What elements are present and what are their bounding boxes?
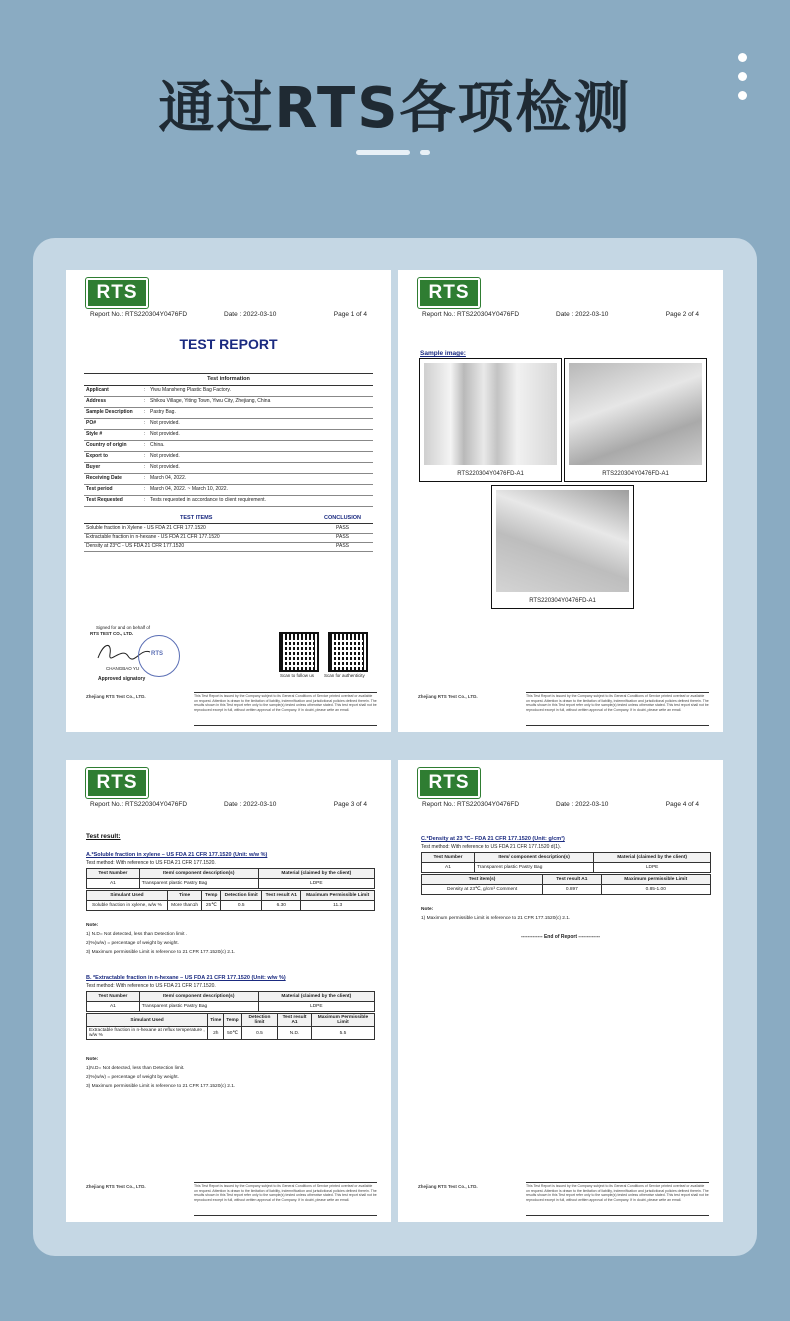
- info-value: China.: [150, 442, 165, 448]
- report-page-4: [398, 760, 723, 1222]
- test-result-label: Test result:: [86, 833, 121, 840]
- report-number: Report No.: RTS220304Y0476FD: [90, 801, 188, 808]
- page-number: Page 2 of 4: [665, 311, 699, 318]
- component-table-b: Test Number Item/ component description(s) Material (claimed by the client) A1 Transparent plastic Pastry Bag LDPE: [86, 991, 375, 1012]
- report-page-1: [66, 270, 391, 732]
- section-c-title: C.*Density at 23 ℃– FDA 21 CFR 177.1520 (Unit: g/cm³): [421, 836, 565, 842]
- rts-logo: RTS: [86, 278, 148, 308]
- info-value: Shikou Village, Yiting Town, Yiwu City, Zhejiang, China: [150, 398, 271, 404]
- test-information-header: Test information: [84, 373, 373, 386]
- info-value: March 04, 2022. ~ March 10, 2022.: [150, 486, 228, 492]
- conclusion-label: CONCLUSION: [324, 515, 361, 521]
- approved-signatory: Approved signatory: [98, 676, 146, 682]
- qr-code-authenticity[interactable]: [328, 632, 368, 672]
- page-number: Page 3 of 4: [333, 801, 367, 808]
- footer-text: This Test Report is issued by the Company subject to its General Conditions of Service printed overleaf or available on request. Attention is drawn to the limitation of liability, indemnification and jurisdictional policies defined therein. The results shown in this Test report refer only to the sample(s) tested unless otherwise stated. This test report shall not be reproduced except in full, without written approval of the Company. If in doubt, please write an email.: [194, 1184, 377, 1202]
- section-a-title: A.*Soluble fraction in xylene – US FDA 21 CFR 177.1520 (Unit: w/w %): [86, 852, 268, 858]
- section-b-title: B. *Extractable fraction in n-hexane – US FDA 21 CFR 177.1520 (Unit: w/w %): [86, 975, 286, 981]
- test-item-name: Density at 23°C - US FDA 21 CFR 177.1520: [86, 543, 185, 549]
- test-item-result: PASS: [336, 543, 349, 549]
- sample-photo-1: [419, 358, 562, 482]
- notes-b: Note: 1)N.D= Not detected, less than Detection limit. 2)%(w/w) = percentage of weight by weight. 3) Maximum permissible Limit is reference to 21 CFR 177.1520(c) 2.1.: [86, 1057, 236, 1089]
- info-value: Not provided.: [150, 420, 180, 426]
- info-key: Buyer: [86, 464, 101, 470]
- test-item-row: [84, 542, 373, 552]
- report-page-2: [398, 270, 723, 732]
- sample-image-label: Sample image:: [420, 350, 466, 357]
- component-table-a: Test Number Item/ component description(s) Material (claimed by the client) A1 Transparent plastic Pastry Bag LDPE: [86, 868, 375, 889]
- test-method: Test method: With reference to US FDA 21 CFR 177.1520 d(1).: [421, 844, 562, 850]
- info-value: Not provided.: [150, 453, 180, 459]
- info-value: Tests requested in accordance to client requirement.: [150, 497, 266, 503]
- rts-logo: RTS: [86, 768, 148, 798]
- info-key: Style #: [86, 431, 103, 437]
- info-colon: :: [144, 497, 146, 503]
- info-colon: :: [144, 486, 146, 492]
- page-number: Page 1 of 4: [333, 311, 367, 318]
- test-item-name: Soluble fraction in Xylene - US FDA 21 CFR 177.1520: [86, 525, 206, 531]
- page-number: Page 4 of 4: [665, 801, 699, 808]
- footer-text: This Test Report is issued by the Company subject to its General Conditions of Service printed overleaf or available on request. Attention is drawn to the limitation of liability, indemnification and jurisdictional policies defined therein. The results shown in this Test report refer only to the sample(s) tested unless otherwise stated. This test report shall not be reproduced except in full, without written approval of the Company. If in doubt, please write an email.: [526, 694, 709, 712]
- end-of-report: ------------- End of Report -------------: [520, 934, 601, 940]
- footer-text: This Test Report is issued by the Company subject to its General Conditions of Service printed overleaf or available on request. Attention is drawn to the limitation of liability, indemnification and jurisdictional policies defined therein. The results shown in this Test report refer only to the sample(s) tested unless otherwise stated. This test report shall not be reproduced except in full, without written approval of the Company. If in doubt, please write an email.: [526, 1184, 709, 1202]
- report-date: Date : 2022-03-10: [556, 311, 609, 318]
- info-key: PO#: [86, 420, 97, 426]
- sample-caption: RTS220304Y0476FD-A1: [529, 598, 596, 604]
- report-footer: [418, 1182, 709, 1216]
- rts-logo: RTS: [418, 278, 480, 308]
- test-item-name: Extractable fraction in n-hexane - US FDA 21 CFR 177.1520: [86, 534, 220, 540]
- footer-company: Zhejiang RTS Test Co., LTD.: [86, 694, 146, 699]
- footer-company: Zhejiang RTS Test Co., LTD.: [418, 694, 478, 699]
- info-key: Applicant: [86, 387, 109, 393]
- test-item-result: PASS: [336, 525, 349, 531]
- info-key: Sample Description: [86, 409, 133, 415]
- test-method: Test method: With reference to US FDA 21 CFR 177.1520.: [86, 860, 216, 866]
- info-key: Test period: [86, 486, 113, 492]
- test-items-label: TEST ITEMS: [180, 515, 213, 521]
- info-colon: :: [144, 464, 146, 470]
- report-number: Report No.: RTS220304Y0476FD: [422, 801, 520, 808]
- report-date: Date : 2022-03-10: [224, 311, 277, 318]
- info-row: [84, 495, 373, 507]
- signed-for: Signed for and on behalf of: [96, 625, 151, 630]
- title-underline-long: [356, 150, 410, 155]
- report-number: Report No.: RTS220304Y0476FD: [90, 311, 188, 318]
- notes-c: Note: 1) Maximum permissible Limit is reference to 21 CFR 177.1520(c) 2.1.: [421, 907, 571, 921]
- qr-code-follow[interactable]: [279, 632, 319, 672]
- info-colon: :: [144, 398, 146, 404]
- info-key: Test Requested: [86, 497, 123, 503]
- report-footer: [418, 692, 709, 726]
- info-colon: :: [144, 453, 146, 459]
- info-key: Receiving Date: [86, 475, 122, 481]
- info-value: Yiwu Mansheng Plastic Bag Factory.: [150, 387, 231, 393]
- report-footer: [86, 1182, 377, 1216]
- info-key: Export to: [86, 453, 108, 459]
- footer-company: Zhejiang RTS Test Co., LTD.: [86, 1184, 146, 1189]
- sample-caption: RTS220304Y0476FD-A1: [602, 471, 669, 477]
- component-table-c: Test Number Item/ component description(s) Material (claimed by the client) A1 Transparent plastic Pastry Bag LDPE: [421, 852, 711, 873]
- scan-follow-label: Scan to follow us: [280, 673, 315, 678]
- report-footer: [86, 692, 377, 726]
- info-value: Not provided.: [150, 464, 180, 470]
- signed-company: RTS TEST CO., LTD.: [90, 631, 134, 636]
- result-table-c: Test item(s) Test result A1 Maximum permissible Limit Density at 23℃, g/cm³ Comment 0.897 0.85-1.00: [421, 874, 711, 895]
- report-date: Date : 2022-03-10: [556, 801, 609, 808]
- test-items-header: [84, 513, 373, 524]
- info-colon: :: [144, 431, 146, 437]
- info-key: Country of origin: [86, 442, 127, 448]
- sample-caption: RTS220304Y0476FD-A1: [457, 471, 524, 477]
- info-colon: :: [144, 475, 146, 481]
- page-title: 通过RTS各项检测: [158, 76, 632, 141]
- scan-authenticity-label: Scan for authenticity: [324, 673, 365, 678]
- info-value: Not provided.: [150, 431, 180, 437]
- info-colon: :: [144, 387, 146, 393]
- info-colon: :: [144, 442, 146, 448]
- footer-company: Zhejiang RTS Test Co., LTD.: [418, 1184, 478, 1189]
- test-item-result: PASS: [336, 534, 349, 540]
- info-value: March 04, 2022.: [150, 475, 187, 481]
- test-report-heading: TEST REPORT: [179, 336, 278, 352]
- result-table-a: Simulant Used Time Temp Detection limit Test result A1 Maximum Permissible Limit Soluble fraction in xylene, w/w % More than1h 25℃ 0.5 6.30 11.3: [86, 890, 375, 911]
- title-underline-short: [420, 150, 430, 155]
- result-table-b: Simulant Used Time Temp Detection limit Test result A1 Maximum Permissible Limit Extractable fraction in n-hexane at reflux temperature , w/w % 2h 50℃ 0.5 N.D. 5.5: [86, 1013, 375, 1040]
- sample-photo-3: [491, 485, 634, 609]
- signer-name: CHANGBAO YU: [106, 666, 140, 671]
- report-number: Report No.: RTS220304Y0476FD: [422, 311, 520, 318]
- info-colon: :: [144, 409, 146, 415]
- info-value: Pastry Bag.: [150, 409, 176, 415]
- info-colon: :: [144, 420, 146, 426]
- footer-text: This Test Report is issued by the Company subject to its General Conditions of Service printed overleaf or available on request. Attention is drawn to the limitation of liability, indemnification and jurisdictional policies defined therein. The results shown in this Test report refer only to the sample(s) tested unless otherwise stated. This test report shall not be reproduced except in full, without written approval of the Company. If in doubt, please write an email.: [194, 694, 377, 712]
- report-date: Date : 2022-03-10: [224, 801, 277, 808]
- test-method: Test method: With reference to US FDA 21 CFR 177.1520.: [86, 983, 216, 989]
- notes-a: Note: 1) N.D= Not detected, less than Detection limit . 2)%(w/w) = percentage of weight by weight. 3) Maximum permissible Limit is reference to 21 CFR 177.1520(c) 2.1.: [86, 923, 236, 955]
- company-stamp: RTS: [138, 635, 180, 677]
- rts-logo: RTS: [418, 768, 480, 798]
- report-page-3: [66, 760, 391, 1222]
- sample-photo-2: [564, 358, 707, 482]
- info-key: Address: [86, 398, 107, 404]
